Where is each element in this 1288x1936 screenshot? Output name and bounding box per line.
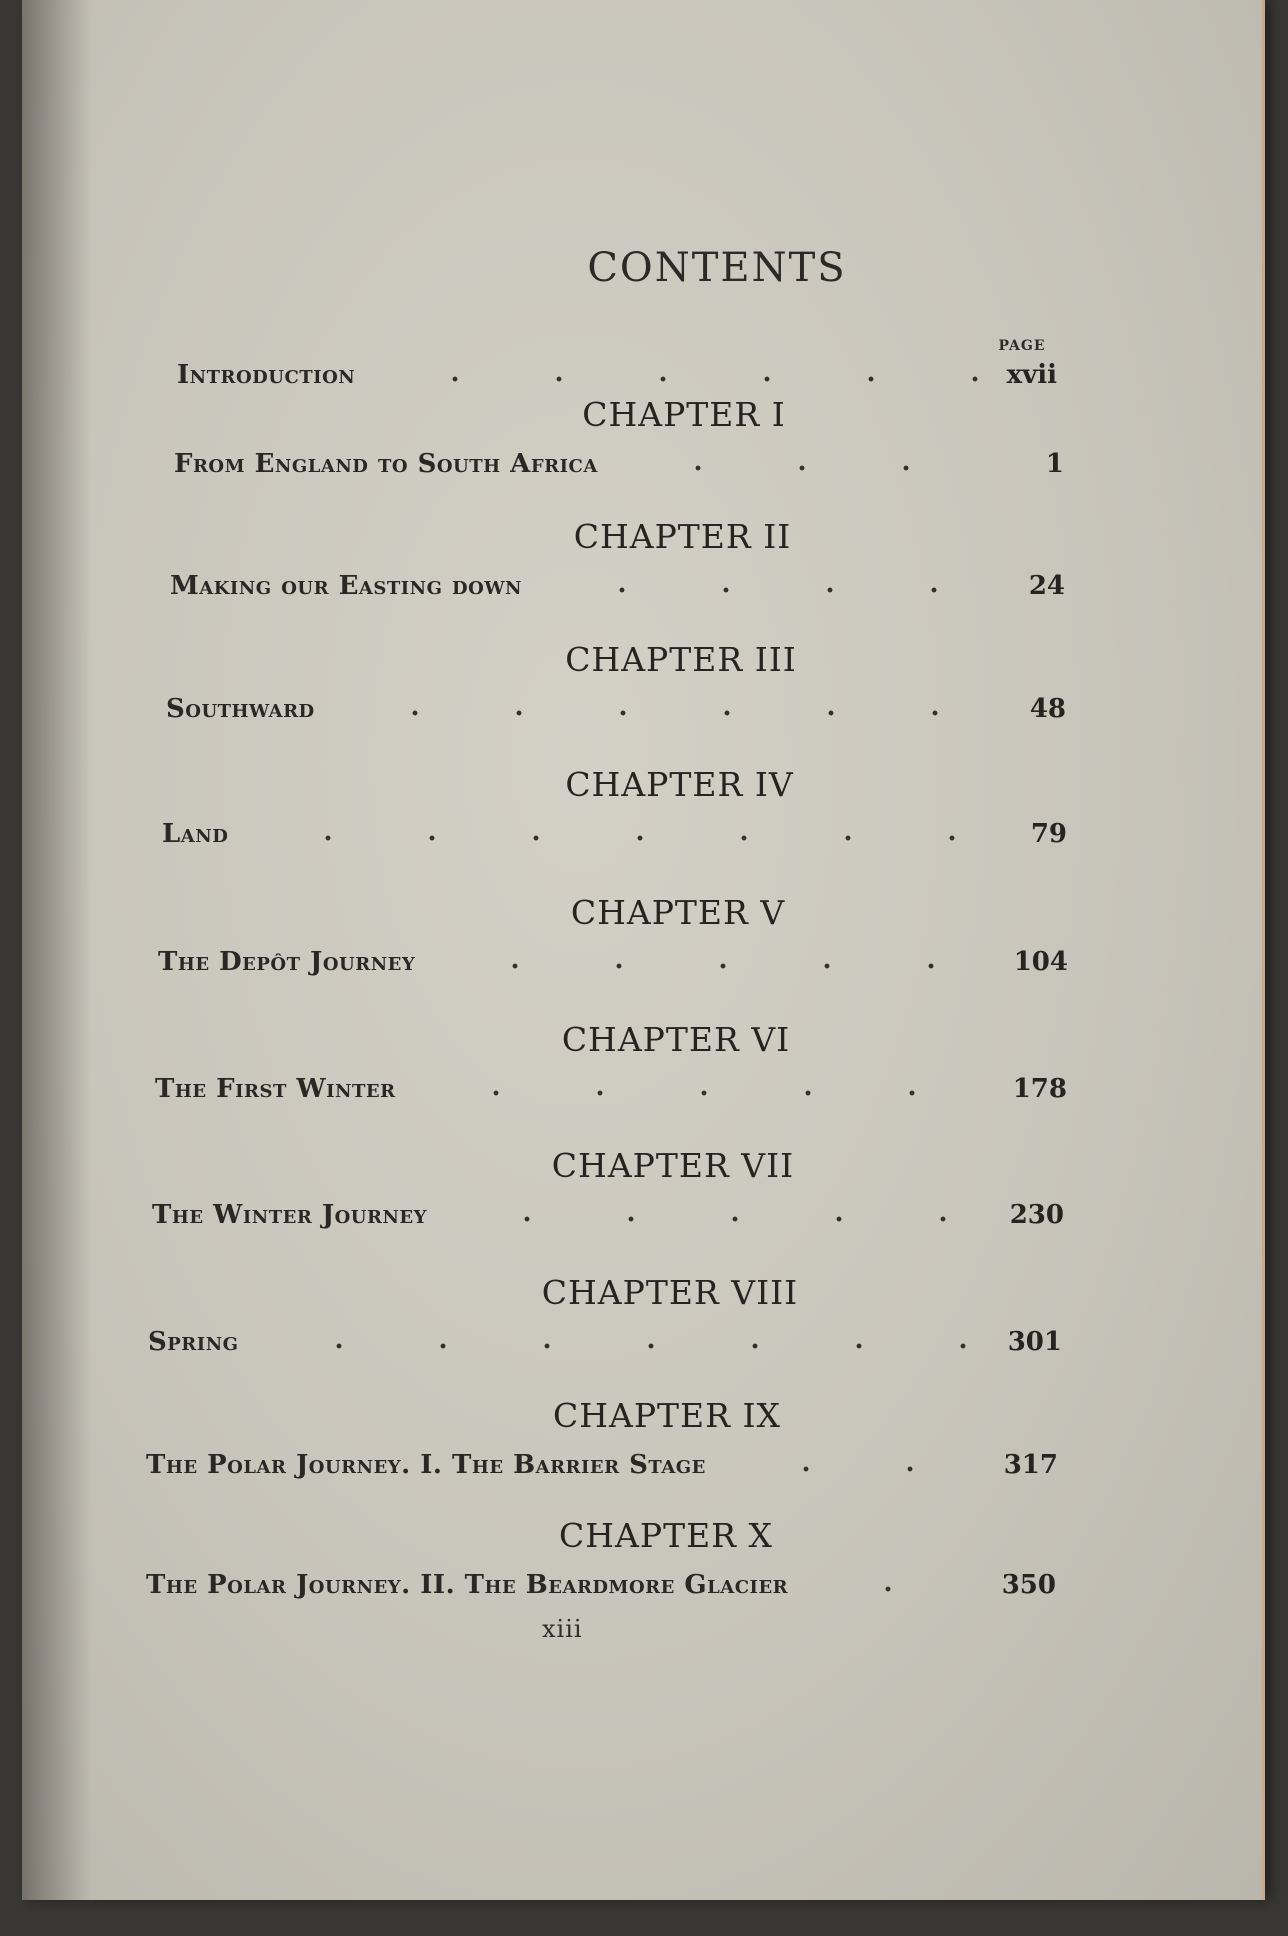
- chapter-label: CHAPTER II: [573, 517, 792, 556]
- chapter-label: CHAPTER IV: [565, 765, 794, 804]
- chapter-1: [174, 395, 1064, 479]
- dot-leader: [333, 702, 988, 724]
- entry-page-number: 1: [1045, 449, 1064, 479]
- entry-page-number: 79: [1030, 819, 1067, 849]
- chapter-label: CHAPTER I: [582, 395, 786, 434]
- chapter-10: [146, 1516, 1056, 1600]
- entry-title: From England to South Africa: [174, 449, 598, 479]
- entry-page-number: 230: [1009, 1200, 1064, 1230]
- dot-leader: [414, 1082, 989, 1104]
- entry-title: Land: [162, 819, 229, 849]
- entry-page-number: 301: [1007, 1327, 1062, 1357]
- chapter-3: [166, 640, 1066, 724]
- entry-page-number: 104: [1013, 947, 1068, 977]
- chapter-9: [146, 1396, 1058, 1480]
- entry-page-number: 317: [1003, 1450, 1058, 1480]
- entry-title: The Winter Journey: [152, 1200, 427, 1230]
- chapter-2: [170, 517, 1065, 601]
- entry-title: Making our Easting down: [170, 571, 523, 601]
- dot-leader: [616, 457, 986, 479]
- dot-leader: [806, 1578, 978, 1600]
- dot-leader: [724, 1458, 980, 1480]
- chapter-5: [158, 893, 1068, 977]
- entry-title: Introduction: [177, 360, 356, 390]
- entry-page-number: 350: [1001, 1570, 1056, 1600]
- chapter-label: CHAPTER VI: [561, 1020, 791, 1059]
- chapter-4: [162, 765, 1067, 849]
- book-page: [22, 0, 1265, 1900]
- introduction-entry: [177, 350, 1057, 390]
- entry-title: The First Winter: [155, 1074, 396, 1104]
- chapter-7: [152, 1146, 1064, 1230]
- entry-title: The Polar Journey. I. The Barrier Stage: [146, 1450, 706, 1480]
- contents-heading: CONTENTS: [587, 245, 847, 291]
- chapter-label: CHAPTER VII: [551, 1146, 795, 1185]
- dot-leader: [445, 1208, 986, 1230]
- chapter-label: CHAPTER V: [570, 893, 786, 932]
- chapter-8: [148, 1273, 1062, 1357]
- entry-title: Southward: [166, 694, 315, 724]
- dot-leader: [433, 955, 990, 977]
- entry-page-number: 24: [1028, 571, 1065, 601]
- entry-title: Spring: [148, 1327, 239, 1357]
- dot-leader: [373, 368, 979, 390]
- entry-title: The Polar Journey. II. The Beardmore Glacier: [146, 1570, 789, 1600]
- entry-page-number: 48: [1029, 694, 1066, 724]
- entry-title: The Depôt Journey: [158, 947, 416, 977]
- page-column-heading: PAGE: [998, 338, 1046, 354]
- chapter-label: CHAPTER IX: [552, 1396, 782, 1435]
- chapter-label: CHAPTER III: [565, 640, 797, 679]
- dot-leader: [257, 1335, 984, 1357]
- page-folio: xiii: [542, 1615, 583, 1643]
- dot-leader: [246, 827, 989, 849]
- chapter-label: CHAPTER VIII: [541, 1273, 799, 1312]
- dot-leader: [540, 579, 987, 601]
- entry-page-number: xvii: [1006, 360, 1057, 390]
- chapter-label: CHAPTER X: [559, 1516, 773, 1555]
- entry-page-number: 178: [1012, 1074, 1067, 1104]
- chapter-6: [155, 1020, 1067, 1104]
